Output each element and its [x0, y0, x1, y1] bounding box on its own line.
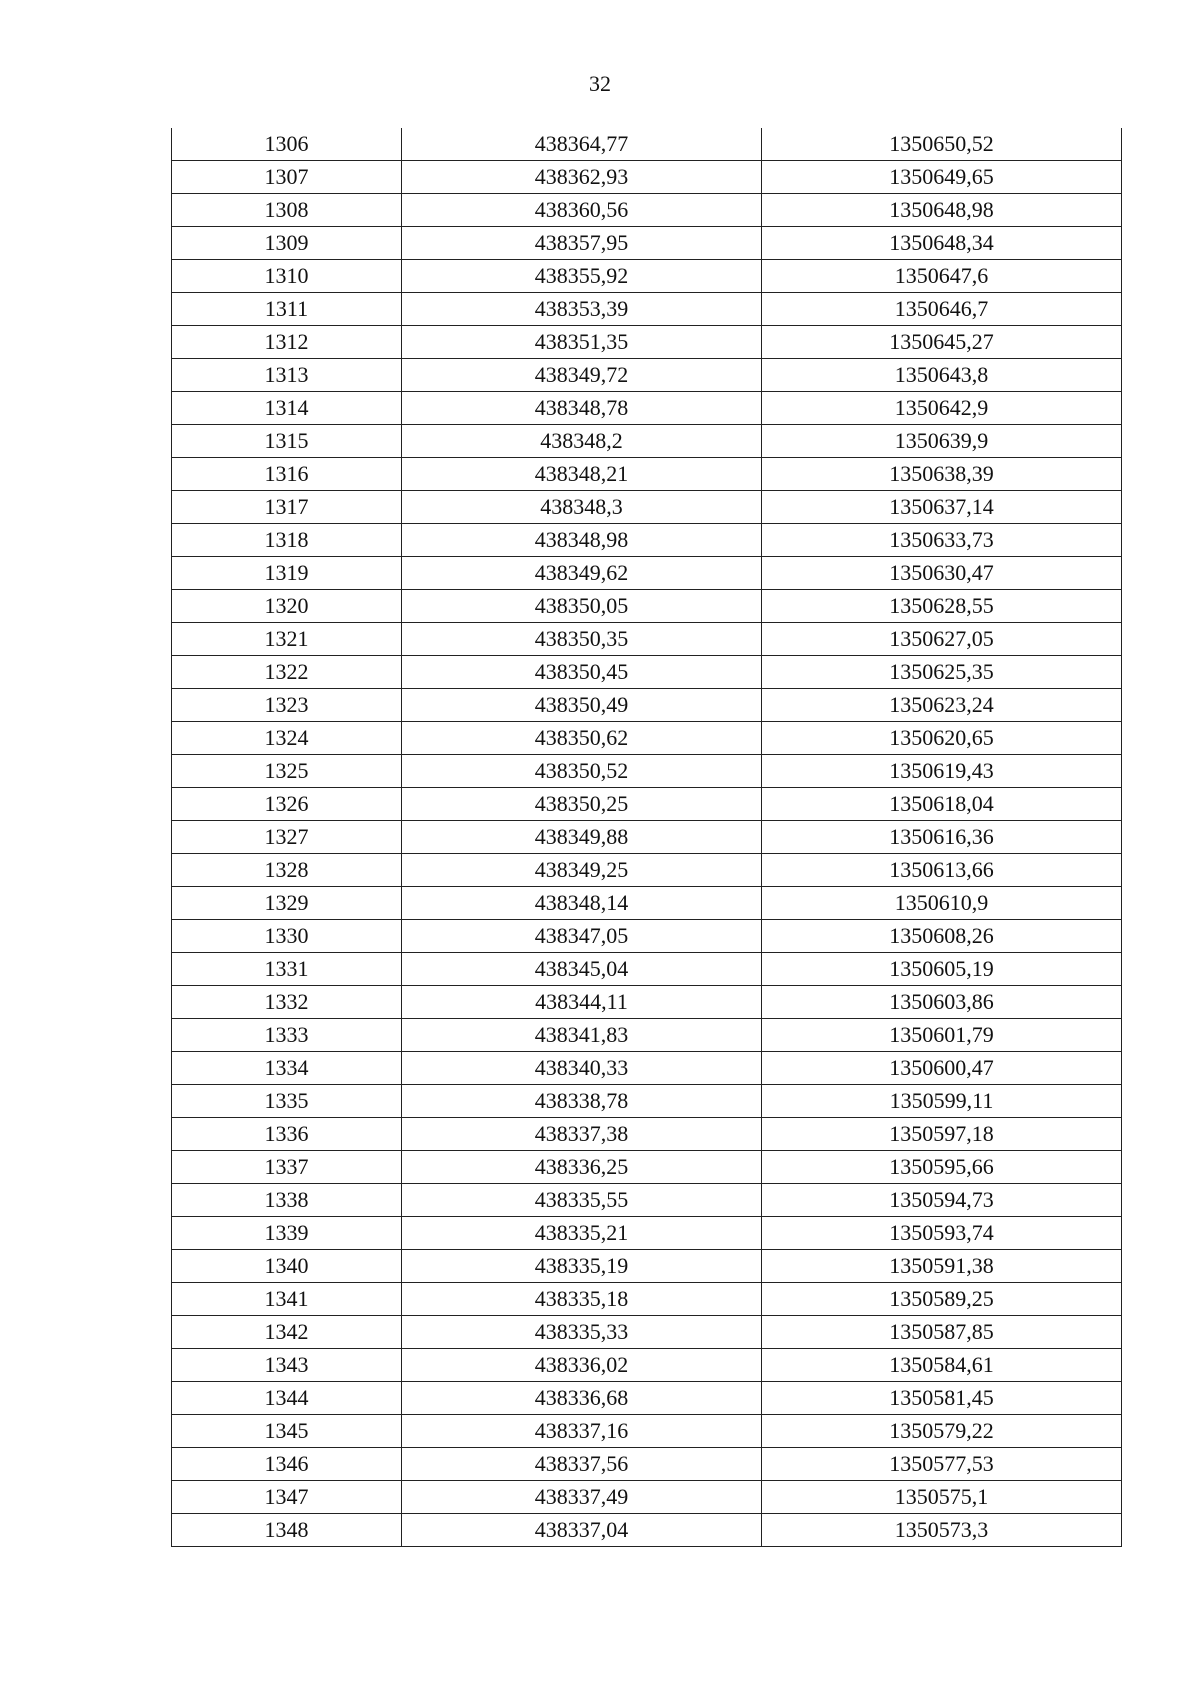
- x-coordinate-cell: 438345,04: [402, 953, 762, 986]
- point-number-cell: 1308: [172, 194, 402, 227]
- table-row: [172, 326, 1122, 359]
- y-coordinate-cell: 1350628,55: [762, 590, 1122, 623]
- point-number-cell: 1331: [172, 953, 402, 986]
- x-coordinate-cell: 438350,62: [402, 722, 762, 755]
- y-coordinate-cell: 1350647,6: [762, 260, 1122, 293]
- point-number-cell: 1347: [172, 1481, 402, 1514]
- y-coordinate-cell: 1350613,66: [762, 854, 1122, 887]
- point-number-cell: 1334: [172, 1052, 402, 1085]
- x-coordinate-cell: 438348,98: [402, 524, 762, 557]
- x-coordinate-cell: 438338,78: [402, 1085, 762, 1118]
- table-row: [172, 491, 1122, 524]
- point-number-cell: 1320: [172, 590, 402, 623]
- x-coordinate-cell: 438337,04: [402, 1514, 762, 1547]
- y-coordinate-cell: 1350589,25: [762, 1283, 1122, 1316]
- y-coordinate-cell: 1350594,73: [762, 1184, 1122, 1217]
- point-number-cell: 1338: [172, 1184, 402, 1217]
- y-coordinate-cell: 1350605,19: [762, 953, 1122, 986]
- x-coordinate-cell: 438350,35: [402, 623, 762, 656]
- y-coordinate-cell: 1350648,98: [762, 194, 1122, 227]
- point-number-cell: 1324: [172, 722, 402, 755]
- y-coordinate-cell: 1350637,14: [762, 491, 1122, 524]
- point-number-cell: 1346: [172, 1448, 402, 1481]
- x-coordinate-cell: 438348,3: [402, 491, 762, 524]
- table-row: [172, 524, 1122, 557]
- point-number-cell: 1312: [172, 326, 402, 359]
- x-coordinate-cell: 438336,25: [402, 1151, 762, 1184]
- y-coordinate-cell: 1350645,27: [762, 326, 1122, 359]
- y-coordinate-cell: 1350595,66: [762, 1151, 1122, 1184]
- table-row: [172, 788, 1122, 821]
- point-number-cell: 1332: [172, 986, 402, 1019]
- table-row: [172, 1217, 1122, 1250]
- table-row: [172, 755, 1122, 788]
- x-coordinate-cell: 438348,78: [402, 392, 762, 425]
- y-coordinate-cell: 1350575,1: [762, 1481, 1122, 1514]
- x-coordinate-cell: 438349,25: [402, 854, 762, 887]
- point-number-cell: 1330: [172, 920, 402, 953]
- table-row: [172, 920, 1122, 953]
- point-number-cell: 1348: [172, 1514, 402, 1547]
- table-row: [172, 821, 1122, 854]
- y-coordinate-cell: 1350650,52: [762, 128, 1122, 161]
- table-row: [172, 1514, 1122, 1547]
- table-row: [172, 1019, 1122, 1052]
- table-row: [172, 359, 1122, 392]
- x-coordinate-cell: 438335,18: [402, 1283, 762, 1316]
- point-number-cell: 1326: [172, 788, 402, 821]
- table-row: [172, 623, 1122, 656]
- x-coordinate-cell: 438335,19: [402, 1250, 762, 1283]
- y-coordinate-cell: 1350618,04: [762, 788, 1122, 821]
- y-coordinate-cell: 1350584,61: [762, 1349, 1122, 1382]
- y-coordinate-cell: 1350625,35: [762, 656, 1122, 689]
- x-coordinate-cell: 438335,55: [402, 1184, 762, 1217]
- x-coordinate-cell: 438341,83: [402, 1019, 762, 1052]
- y-coordinate-cell: 1350603,86: [762, 986, 1122, 1019]
- table-row: [172, 1448, 1122, 1481]
- y-coordinate-cell: 1350638,39: [762, 458, 1122, 491]
- point-number-cell: 1333: [172, 1019, 402, 1052]
- table-row: [172, 1151, 1122, 1184]
- table-row: [172, 1085, 1122, 1118]
- point-number-cell: 1311: [172, 293, 402, 326]
- table-row: [172, 1349, 1122, 1382]
- x-coordinate-cell: 438350,45: [402, 656, 762, 689]
- y-coordinate-cell: 1350579,22: [762, 1415, 1122, 1448]
- x-coordinate-cell: 438337,38: [402, 1118, 762, 1151]
- table-row: [172, 425, 1122, 458]
- x-coordinate-cell: 438351,35: [402, 326, 762, 359]
- table-row: [172, 557, 1122, 590]
- x-coordinate-cell: 438344,11: [402, 986, 762, 1019]
- point-number-cell: 1314: [172, 392, 402, 425]
- table-row: [172, 1283, 1122, 1316]
- point-number-cell: 1335: [172, 1085, 402, 1118]
- point-number-cell: 1315: [172, 425, 402, 458]
- table-row: [172, 722, 1122, 755]
- y-coordinate-cell: 1350608,26: [762, 920, 1122, 953]
- coordinates-table-body: [172, 128, 1122, 1547]
- y-coordinate-cell: 1350587,85: [762, 1316, 1122, 1349]
- point-number-cell: 1344: [172, 1382, 402, 1415]
- y-coordinate-cell: 1350599,11: [762, 1085, 1122, 1118]
- y-coordinate-cell: 1350633,73: [762, 524, 1122, 557]
- table-row: [172, 128, 1122, 161]
- table-row: [172, 1415, 1122, 1448]
- x-coordinate-cell: 438350,05: [402, 590, 762, 623]
- point-number-cell: 1321: [172, 623, 402, 656]
- table-row: [172, 1118, 1122, 1151]
- x-coordinate-cell: 438360,56: [402, 194, 762, 227]
- y-coordinate-cell: 1350610,9: [762, 887, 1122, 920]
- point-number-cell: 1322: [172, 656, 402, 689]
- table-row: [172, 1052, 1122, 1085]
- x-coordinate-cell: 438335,33: [402, 1316, 762, 1349]
- point-number-cell: 1309: [172, 227, 402, 260]
- point-number-cell: 1339: [172, 1217, 402, 1250]
- y-coordinate-cell: 1350649,65: [762, 161, 1122, 194]
- x-coordinate-cell: 438353,39: [402, 293, 762, 326]
- y-coordinate-cell: 1350648,34: [762, 227, 1122, 260]
- table-row: [172, 392, 1122, 425]
- point-number-cell: 1318: [172, 524, 402, 557]
- y-coordinate-cell: 1350597,18: [762, 1118, 1122, 1151]
- table-row: [172, 1250, 1122, 1283]
- x-coordinate-cell: 438350,49: [402, 689, 762, 722]
- y-coordinate-cell: 1350619,43: [762, 755, 1122, 788]
- x-coordinate-cell: 438362,93: [402, 161, 762, 194]
- point-number-cell: 1316: [172, 458, 402, 491]
- point-number-cell: 1325: [172, 755, 402, 788]
- y-coordinate-cell: 1350616,36: [762, 821, 1122, 854]
- x-coordinate-cell: 438349,72: [402, 359, 762, 392]
- x-coordinate-cell: 438348,21: [402, 458, 762, 491]
- table-row: [172, 656, 1122, 689]
- point-number-cell: 1319: [172, 557, 402, 590]
- x-coordinate-cell: 438348,2: [402, 425, 762, 458]
- x-coordinate-cell: 438337,16: [402, 1415, 762, 1448]
- table-row: [172, 1184, 1122, 1217]
- point-number-cell: 1329: [172, 887, 402, 920]
- y-coordinate-cell: 1350643,8: [762, 359, 1122, 392]
- point-number-cell: 1342: [172, 1316, 402, 1349]
- point-number-cell: 1341: [172, 1283, 402, 1316]
- x-coordinate-cell: 438337,56: [402, 1448, 762, 1481]
- y-coordinate-cell: 1350620,65: [762, 722, 1122, 755]
- y-coordinate-cell: 1350573,3: [762, 1514, 1122, 1547]
- y-coordinate-cell: 1350646,7: [762, 293, 1122, 326]
- y-coordinate-cell: 1350630,47: [762, 557, 1122, 590]
- table-row: [172, 161, 1122, 194]
- table-row: [172, 953, 1122, 986]
- table-row: [172, 194, 1122, 227]
- table-row: [172, 1316, 1122, 1349]
- table-row: [172, 1481, 1122, 1514]
- x-coordinate-cell: 438350,25: [402, 788, 762, 821]
- coordinates-table: [171, 128, 1122, 1547]
- x-coordinate-cell: 438336,68: [402, 1382, 762, 1415]
- x-coordinate-cell: 438349,88: [402, 821, 762, 854]
- table-row: [172, 1382, 1122, 1415]
- point-number-cell: 1317: [172, 491, 402, 524]
- x-coordinate-cell: 438340,33: [402, 1052, 762, 1085]
- table-row: [172, 689, 1122, 722]
- point-number-cell: 1306: [172, 128, 402, 161]
- point-number-cell: 1327: [172, 821, 402, 854]
- x-coordinate-cell: 438348,14: [402, 887, 762, 920]
- point-number-cell: 1343: [172, 1349, 402, 1382]
- point-number-cell: 1328: [172, 854, 402, 887]
- table-row: [172, 854, 1122, 887]
- table-row: [172, 458, 1122, 491]
- y-coordinate-cell: 1350600,47: [762, 1052, 1122, 1085]
- y-coordinate-cell: 1350601,79: [762, 1019, 1122, 1052]
- y-coordinate-cell: 1350639,9: [762, 425, 1122, 458]
- y-coordinate-cell: 1350593,74: [762, 1217, 1122, 1250]
- table-row: [172, 227, 1122, 260]
- table-row: [172, 260, 1122, 293]
- x-coordinate-cell: 438335,21: [402, 1217, 762, 1250]
- y-coordinate-cell: 1350577,53: [762, 1448, 1122, 1481]
- table-row: [172, 986, 1122, 1019]
- x-coordinate-cell: 438337,49: [402, 1481, 762, 1514]
- table-row: [172, 590, 1122, 623]
- point-number-cell: 1340: [172, 1250, 402, 1283]
- x-coordinate-cell: 438349,62: [402, 557, 762, 590]
- table-row: [172, 293, 1122, 326]
- x-coordinate-cell: 438336,02: [402, 1349, 762, 1382]
- x-coordinate-cell: 438350,52: [402, 755, 762, 788]
- point-number-cell: 1310: [172, 260, 402, 293]
- x-coordinate-cell: 438355,92: [402, 260, 762, 293]
- point-number-cell: 1345: [172, 1415, 402, 1448]
- x-coordinate-cell: 438364,77: [402, 128, 762, 161]
- y-coordinate-cell: 1350623,24: [762, 689, 1122, 722]
- page-number: 32: [589, 71, 611, 96]
- x-coordinate-cell: 438347,05: [402, 920, 762, 953]
- table-row: [172, 887, 1122, 920]
- y-coordinate-cell: 1350581,45: [762, 1382, 1122, 1415]
- point-number-cell: 1313: [172, 359, 402, 392]
- y-coordinate-cell: 1350627,05: [762, 623, 1122, 656]
- point-number-cell: 1336: [172, 1118, 402, 1151]
- point-number-cell: 1323: [172, 689, 402, 722]
- x-coordinate-cell: 438357,95: [402, 227, 762, 260]
- y-coordinate-cell: 1350642,9: [762, 392, 1122, 425]
- point-number-cell: 1307: [172, 161, 402, 194]
- point-number-cell: 1337: [172, 1151, 402, 1184]
- y-coordinate-cell: 1350591,38: [762, 1250, 1122, 1283]
